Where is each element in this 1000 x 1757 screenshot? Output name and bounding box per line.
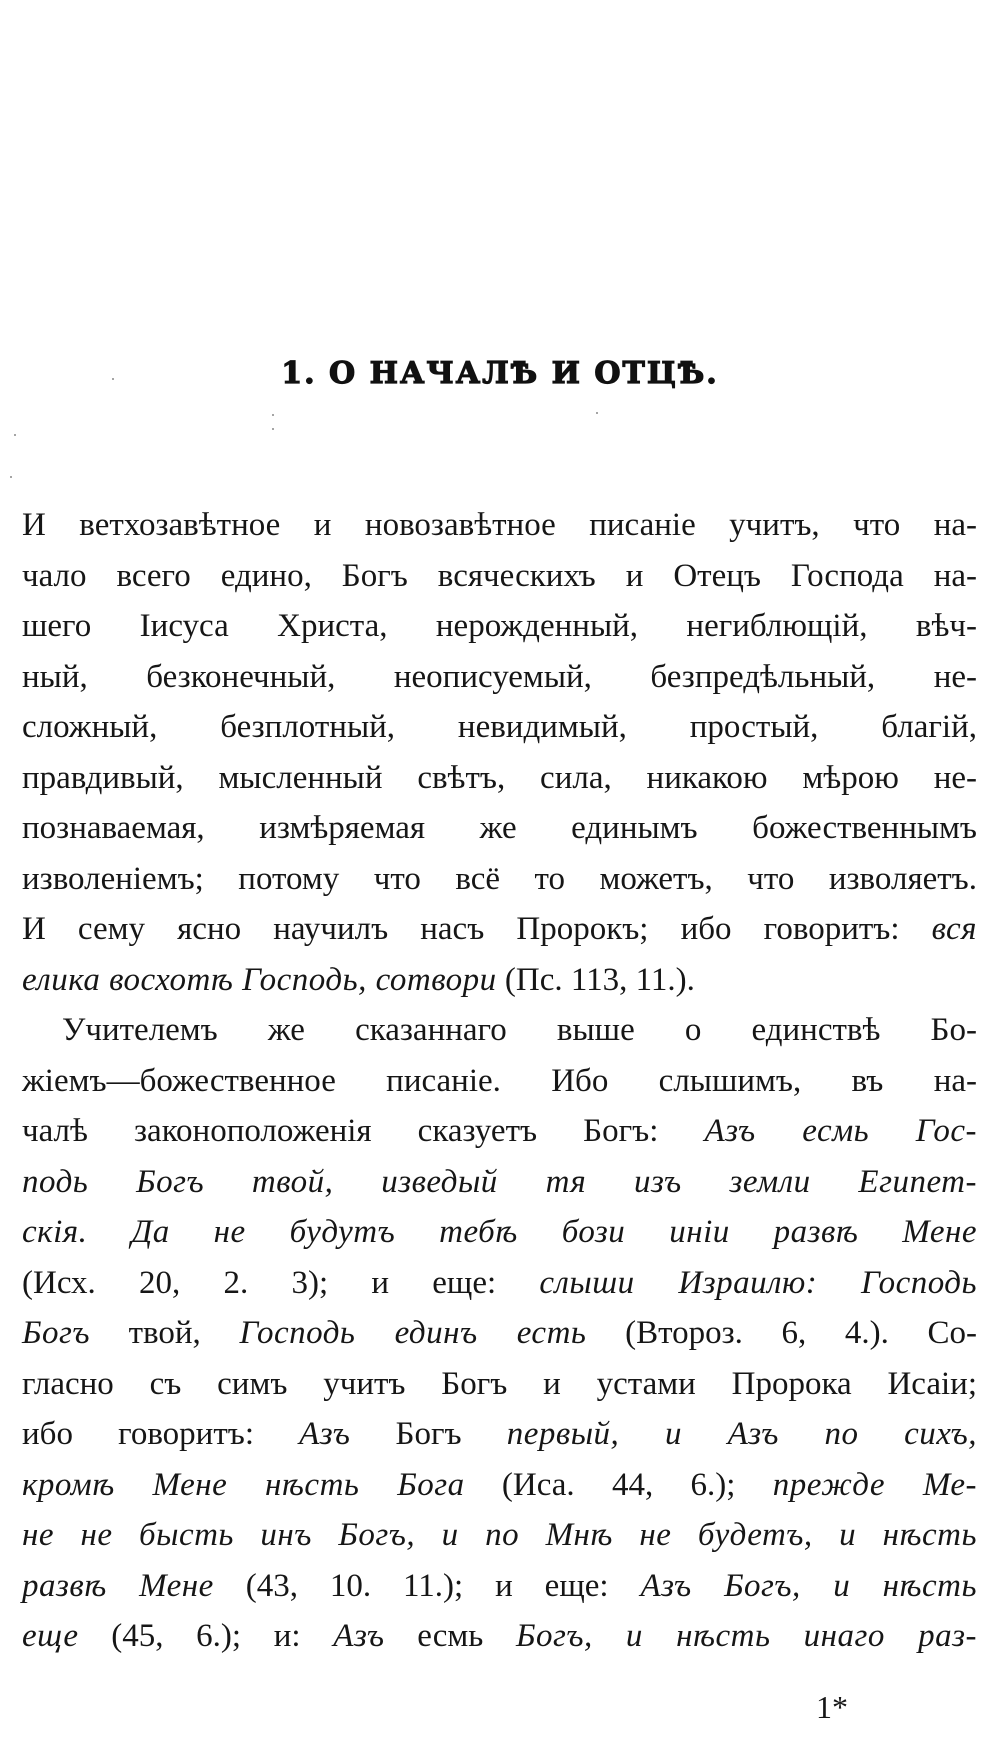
body-text (22, 500, 977, 1662)
text-line (22, 1611, 977, 1662)
text-line (22, 551, 977, 602)
scan-speck (14, 434, 16, 436)
text-line (22, 1308, 977, 1359)
text-line (22, 652, 977, 703)
text-line (22, 1157, 977, 1208)
text-line (22, 1258, 977, 1309)
scan-speck (112, 378, 114, 380)
text-segment: ибо говоритъ: (22, 1416, 300, 1452)
text-segment: познаваемая, измѣряемая же единымъ божественнымъ (22, 810, 977, 846)
italic-quote-segment: еще (22, 1618, 79, 1654)
text-line (22, 1460, 977, 1511)
text-line (22, 500, 977, 551)
text-segment: (Иса. 44, 6.); (464, 1466, 773, 1503)
text-segment: (Пс. 113, 11.). (496, 961, 695, 998)
text-line (22, 1409, 977, 1460)
italic-quote-segment: не не бысть инъ Богъ, и по Мнѣ не будетъ, и нѣсть (22, 1517, 977, 1553)
text-segment: твой, (89, 1315, 240, 1351)
text-line (22, 1561, 977, 1612)
italic-quote-segment: вся (931, 911, 977, 947)
italic-quote-segment: Азъ есмь Гос- (704, 1113, 977, 1149)
text-line (22, 955, 977, 1006)
text-line (22, 1106, 977, 1157)
text-segment: жіемъ—божественное писаніе. Ибо слышимъ, въ на- (22, 1062, 977, 1099)
text-line (22, 753, 977, 804)
text-segment: ный, безконечный, неописуемый, безпредѣльный, не- (22, 658, 977, 695)
text-segment: изволеніемъ; потому что всё то можетъ, что изволяетъ. (22, 860, 977, 897)
text-line (22, 1510, 977, 1561)
italic-quote-segment: слыши Израилю: Господь (539, 1264, 977, 1301)
scan-speck (272, 414, 274, 416)
chapter-heading: 1. О НАЧАЛѢ И ОТЦѢ. (281, 356, 719, 391)
text-segment: чалѣ законоположенія сказуетъ Богъ: (22, 1113, 705, 1149)
text-segment: (45, 6.); и: (78, 1618, 334, 1654)
italic-quote-segment: Азъ Богъ, и нѣсть (640, 1567, 977, 1604)
text-segment: гласно съ симъ учитъ Богъ и устами Пророка Исаіи; (22, 1365, 977, 1402)
text-segment: Учителемъ же сказаннаго выше о единствѣ Бо- (62, 1012, 977, 1048)
text-line (22, 904, 977, 955)
text-line (22, 702, 977, 753)
italic-quote-segment: развѣ Мене (22, 1567, 214, 1604)
italic-quote-segment: Богъ, и нѣсть инаго раз- (515, 1618, 977, 1654)
italic-quote-segment: Азъ (299, 1416, 351, 1452)
text-line (22, 601, 977, 652)
text-segment: есмь (384, 1618, 516, 1654)
text-line (22, 803, 977, 854)
text-segment: (43, 10. 11.); и еще: (213, 1567, 641, 1604)
italic-quote-segment: подь Богъ твой, изведый тя изъ земли Египет- (22, 1163, 977, 1200)
text-segment: чало всего едино, Богъ всяческихъ и Отецъ Господа на- (22, 557, 977, 594)
italic-quote-segment: прежде Ме- (772, 1466, 977, 1503)
italic-quote-segment: кромѣ Мене нѣсть Бога (22, 1466, 465, 1503)
text-line (22, 1056, 977, 1107)
text-segment: Богъ (350, 1416, 507, 1452)
text-line (22, 1359, 977, 1410)
italic-quote-segment: Богъ (22, 1315, 90, 1351)
text-segment: правдивый, мысленный свѣтъ, сила, никакою мѣрою не- (22, 759, 977, 796)
text-segment: (Исх. 20, 2. 3); и еще: (22, 1264, 540, 1301)
italic-quote-segment: Господь единъ есть (239, 1315, 587, 1351)
text-segment: (Второз. 6, 4.). Со- (586, 1315, 978, 1351)
scan-speck (272, 428, 274, 430)
page-number: 1* (816, 1689, 848, 1725)
text-segment: И ветхозавѣтное и новозавѣтное писаніе учитъ, что на- (22, 507, 977, 543)
text-line (22, 1207, 977, 1258)
scan-speck (596, 412, 598, 414)
text-segment: сложный, безплотный, невидимый, простый, благій, (22, 709, 977, 745)
text-line (22, 1005, 977, 1056)
italic-quote-segment: елика восхотѣ Господь, сотвори (22, 961, 497, 998)
text-segment: шего Іисуса Христа, нерожденный, негиблющій, вѣч- (22, 608, 977, 644)
italic-quote-segment: Азъ (333, 1618, 385, 1654)
text-segment: И сему ясно научилъ насъ Пророкъ; ибо говоритъ: (22, 911, 932, 947)
italic-quote-segment: первый, и Азъ по сихъ, (506, 1416, 977, 1452)
text-line (22, 854, 977, 905)
italic-quote-segment: скія. Да не будутъ тебѣ бози иніи развѣ Мене (22, 1214, 977, 1250)
scan-speck (10, 476, 12, 478)
